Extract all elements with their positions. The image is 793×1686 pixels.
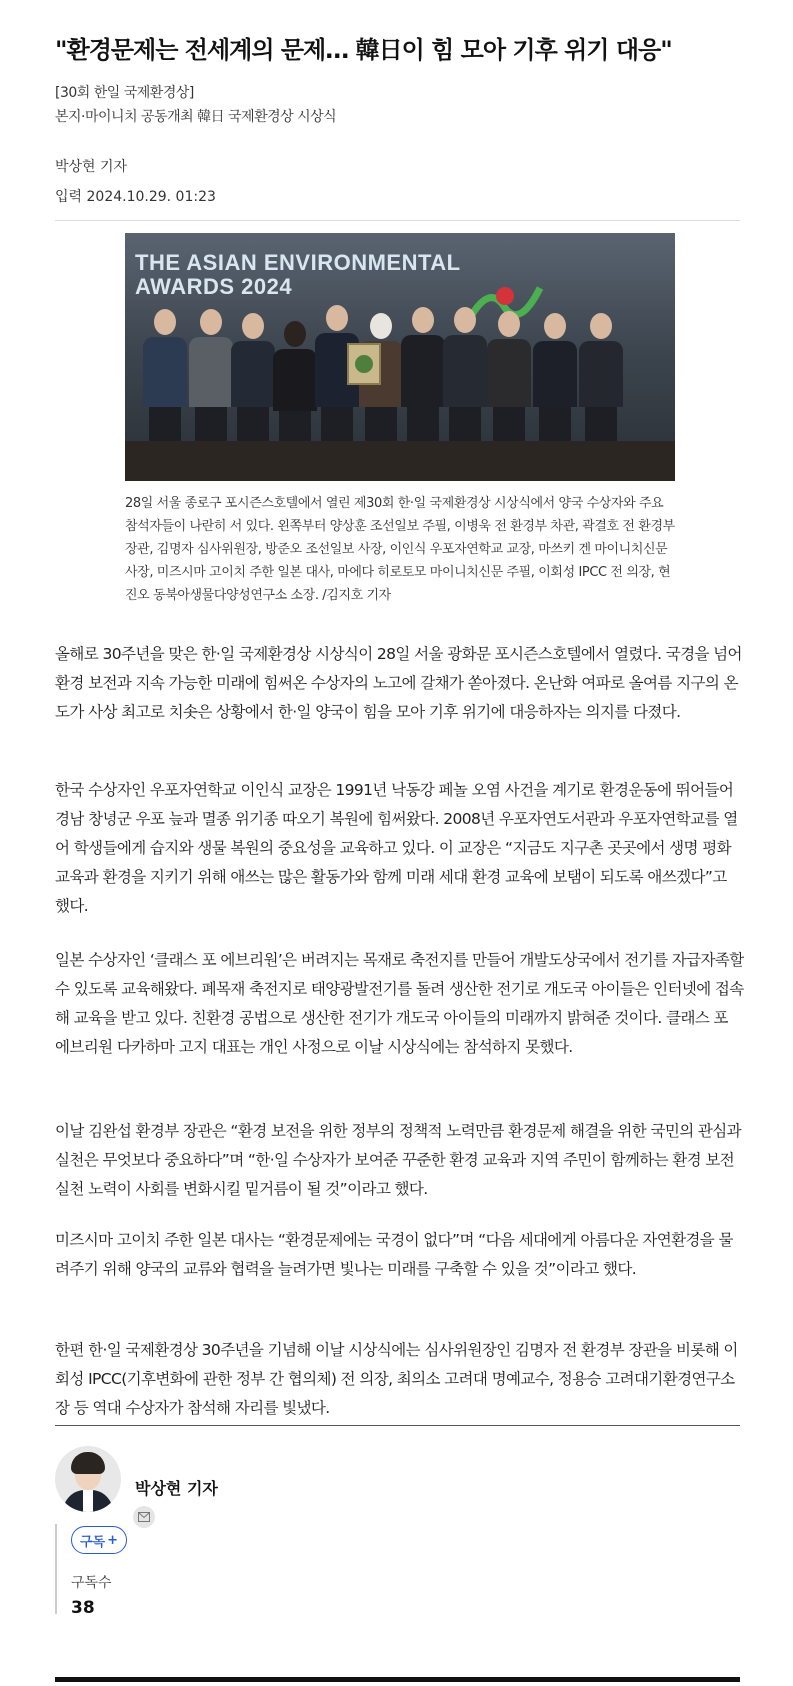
body-paragraph: 일본 수상자인 ‘클래스 포 에브리원’은 버려지는 목재로 축전지를 만들어 개발도상국에서 전기를 자급자족할 수 있도록 교육해왔다. 폐목재 축전지로 태양광발전기를 돌려 생산한 전기로 개도국 아이들은 인터넷에 접속해 교육을 받고 있다. 친환경 공법으로 생산한 전기가 개도국 아이들의 미래까지 밝혀준 것이다. 클래스 포 에브리원 다카하마 고지 대표는 개인 사정으로 이날 시상식에는 참석하지 못했다. bbox=[55, 951, 744, 1056]
subscriber-count: 38 bbox=[71, 1598, 95, 1618]
divider bbox=[55, 220, 740, 221]
photo-floor bbox=[125, 441, 675, 481]
plus-icon: + bbox=[107, 1532, 119, 1548]
article-subtitle: 본지·마이니치 공동개최 韓日 국제환경상 시상식 bbox=[55, 109, 337, 125]
article-kicker: [30회 한일 국제환경상] bbox=[55, 85, 194, 101]
byline[interactable]: 박상현 기자 bbox=[55, 159, 128, 175]
article-photo[interactable] bbox=[125, 233, 675, 481]
body-paragraph: 이날 김완섭 환경부 장관은 “환경 보전을 위한 정부의 정책적 노력만큼 환경문제 해결을 위한 국민의 관심과 실천은 무엇보다 중요하다”며 “한·일 수상자가 보여준 꾸준한 환경 교육과 지역 주민이 함께하는 환경 보전 실천 노력이 사회를 변화시킬 밑거름이 될 것”이라고 했다. bbox=[55, 1122, 742, 1198]
photo-caption: 28일 서울 종로구 포시즌스호텔에서 열린 제30회 한·일 국제환경상 시상식에서 양국 수상자와 주요 참석자들이 나란히 서 있다. 왼쪽부터 양상훈 조선일보 주필, 이병욱 전 환경부 차관, 곽결호 전 환경부 장관, 김명자 심사위원장, 방준오 조선일보 사장, 이인식 우포자연학교 교장, 마쓰키 겐 마이니치신문 사장, 미즈시마 고이치 주한 일본 대사, 마에다 히로토모 마이니치신문 주필, 이회성 IPCC 전 의장, 현진오 동북아생물다양성연구소 소장. /김지호 기자 bbox=[125, 496, 675, 603]
divider bbox=[55, 1524, 57, 1614]
body-paragraph: 미즈시마 고이치 주한 일본 대사는 “환경문제에는 국경이 없다”며 “다음 세대에게 아름다운 자연환경을 물려주기 위해 양국의 교류와 협력을 늘려가면 빛나는 미래를 구축할 수 있을 것”이라고 했다. bbox=[55, 1231, 733, 1278]
reporter-name[interactable]: 박상현 기자 bbox=[135, 1479, 218, 1498]
mail-icon[interactable] bbox=[133, 1506, 155, 1528]
publish-date: 입력 2024.10.29. 01:23 bbox=[55, 189, 216, 205]
subscriber-count-label: 구독수 bbox=[71, 1575, 112, 1591]
award-plaque bbox=[347, 343, 381, 385]
divider bbox=[55, 1425, 740, 1426]
photo-banner-text: THE ASIAN ENVIRONMENTAL AWARDS 2024 bbox=[135, 250, 461, 299]
mail-icon bbox=[138, 1512, 150, 1522]
article-title: "환경문제는 전세계의 문제… 韓日이 힘 모아 기후 위기 대응" bbox=[55, 36, 672, 64]
subscribe-button[interactable] bbox=[71, 1526, 127, 1554]
bottom-divider bbox=[55, 1677, 740, 1682]
subscribe-label: 구독 bbox=[79, 1534, 106, 1550]
reporter-avatar[interactable] bbox=[55, 1446, 121, 1512]
body-paragraph: 한국 수상자인 우포자연학교 이인식 교장은 1991년 낙동강 페놀 오염 사건을 계기로 환경운동에 뛰어들어 경남 창녕군 우포 늪과 멸종 위기종 따오기 복원에 힘써왔다. 2008년 우포자연도서관과 우포자연학교를 열어 학생들에게 습지와 생물 복원의 중요성을 교육하고 있다. 이 교장은 “지금도 지구촌 곳곳에서 생명 평화 교육과 환경을 지키기 위해 애쓰는 많은 활동가와 함께 미래 세대 환경 교육에 보탬이 되도록 애쓰겠다”고 했다. bbox=[55, 781, 738, 915]
body-paragraph: 한편 한·일 국제환경상 30주년을 기념해 이날 시상식에는 심사위원장인 김명자 전 환경부 장관을 비롯해 이회성 IPCC(기후변화에 관한 정부 간 협의체) 전 의장, 최의소 고려대 명예교수, 정용승 고려대기환경연구소장 등 역대 수상자가 참석해 자리를 빛냈다. bbox=[55, 1341, 738, 1417]
body-paragraph: 올해로 30주년을 맞은 한·일 국제환경상 시상식이 28일 서울 광화문 포시즌스호텔에서 열렸다. 국경을 넘어 환경 보전과 지속 가능한 미래에 힘써온 수상자의 노고에 갈채가 쏟아졌다. 온난화 여파로 올여름 지구의 온도가 사상 최고로 치솟은 상황에서 한·일 양국이 힘을 모아 기후 위기에 대응하자는 의지를 다졌다. bbox=[55, 645, 742, 721]
